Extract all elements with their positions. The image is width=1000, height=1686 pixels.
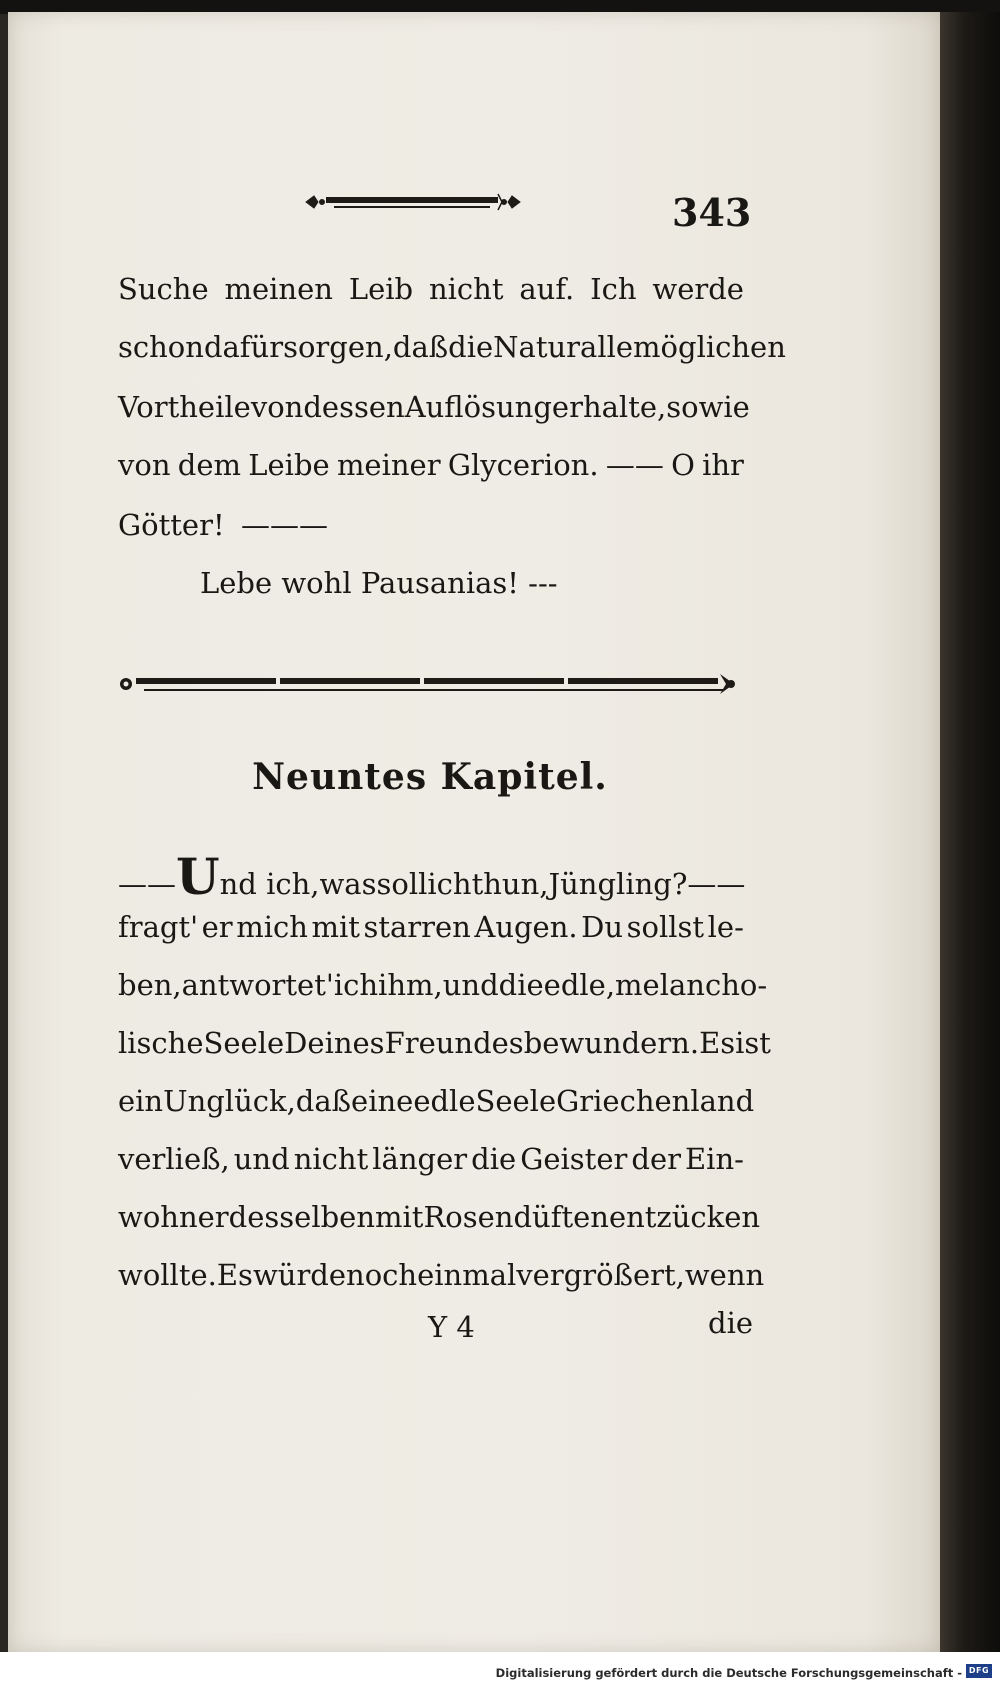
word: und [442,968,499,1002]
dfg-logo: DFG [966,1664,992,1678]
text-line [118,968,768,1002]
word: Rosendüften [423,1200,609,1234]
word: Leibe [248,448,330,482]
text-line [118,1200,761,1234]
word: einmal [417,1258,517,1292]
catchword: die [708,1306,754,1340]
word: er [201,910,233,944]
word: auf. [519,272,575,306]
word: ihr [702,448,744,482]
text-line [118,390,750,424]
word: und [233,1142,290,1176]
word: erhalte, [551,390,667,424]
word: ist [735,1026,771,1060]
text-line [118,1142,744,1176]
word: mit [375,1200,424,1234]
word: wohner [118,1200,229,1234]
text-line [118,448,744,482]
word: Es [699,1026,736,1060]
word: O [671,448,695,482]
book-spine-edge [940,12,1000,1652]
word: fragt' [118,910,199,944]
word: Leib [348,272,414,306]
text-line [118,330,786,364]
chapter-first-line [118,847,746,906]
word: ——— [241,508,328,542]
word: Augen. [474,910,578,944]
chapter-title: Neuntes Kapitel. [252,756,608,798]
word: Es [216,1258,253,1292]
word: Vortheile [118,390,251,424]
word: le- [707,910,744,944]
word: eine [351,1084,414,1118]
word: thun, [471,867,549,901]
word: Seele [203,1026,285,1060]
drop-initial: U [176,847,220,906]
word: würde [252,1258,347,1292]
word: werde [652,272,744,306]
text-line [118,1258,765,1292]
word: entzücken [608,1200,761,1234]
word: wollte. [118,1258,217,1292]
word: —— [605,448,664,482]
word: Geister [520,1142,628,1176]
word: antwortet' [181,968,334,1002]
word: Ein- [685,1142,744,1176]
word: schon [118,330,204,364]
header-ornament [304,188,522,216]
word: ich [427,867,472,901]
text-line [118,272,744,306]
word: Suche [118,272,209,306]
word: möglichen [633,330,786,364]
word: Jüngling? [548,867,688,901]
word: ben, [118,968,182,1002]
word: daß [295,1084,352,1118]
word: nicht [293,1142,369,1176]
word: dessen [303,390,405,424]
word: Deines [284,1026,385,1060]
word: die [471,1142,517,1176]
word: soll [376,867,428,901]
word: was [319,867,377,901]
word: dem [177,448,242,482]
word: Unglück, [163,1084,296,1118]
word: von [118,448,171,482]
word: Auflösung [404,390,552,424]
word: Freundes [384,1026,524,1060]
word: sorgen, [283,330,393,364]
word: bewundern. [523,1026,700,1060]
word: daß [392,330,449,364]
word: Du [581,910,624,944]
word: noch [346,1258,418,1292]
word: edle [413,1084,476,1118]
word: meiner [336,448,441,482]
word: desselben [228,1200,376,1234]
word: alle [580,330,634,364]
word: länger [372,1142,468,1176]
word: mit [311,910,360,944]
word: so [666,390,699,424]
word: Glycerion. [447,448,599,482]
text-line [118,1026,771,1060]
word: Seele [475,1084,557,1118]
word: vergrößert, [516,1258,685,1292]
text-line [118,910,744,944]
book-page [8,12,940,1652]
word: Ich [590,272,637,306]
word: die [448,330,494,364]
word: meinen [224,272,333,306]
word: wie [698,390,750,424]
farewell-line: Lebe wohl Pausanias! --- [200,566,558,600]
word: sollst [626,910,705,944]
initial-word [176,847,320,906]
word: Griechenland [556,1084,755,1118]
word: der [631,1142,681,1176]
word: ihm, [378,968,443,1002]
word: lische [118,1026,204,1060]
word: von [250,390,304,424]
text-line [118,1084,755,1118]
word: die [498,968,544,1002]
word: melancho- [615,968,768,1002]
text-line [118,508,328,542]
word: dafür [203,330,284,364]
initial-word-rest: nd ich, [219,867,320,901]
word: edle, [543,968,616,1002]
word: ich [333,968,379,1002]
section-divider [114,666,740,702]
word: verließ, [118,1142,230,1176]
word: ein [118,1084,164,1118]
word: mich [236,910,308,944]
word: wenn [684,1258,765,1292]
opening-dash: —— [118,867,176,901]
word: Götter! [118,508,225,542]
word: Natur [493,330,581,364]
word: nicht [428,272,504,306]
word: starren [363,910,471,944]
signature-mark: Y 4 [428,1310,475,1344]
footer-credit: Digitalisierung gefördert durch die Deutsche Forschungsgemeinschaft - [495,1666,962,1680]
page-number: 343 [672,190,752,235]
word: —— [687,867,746,901]
